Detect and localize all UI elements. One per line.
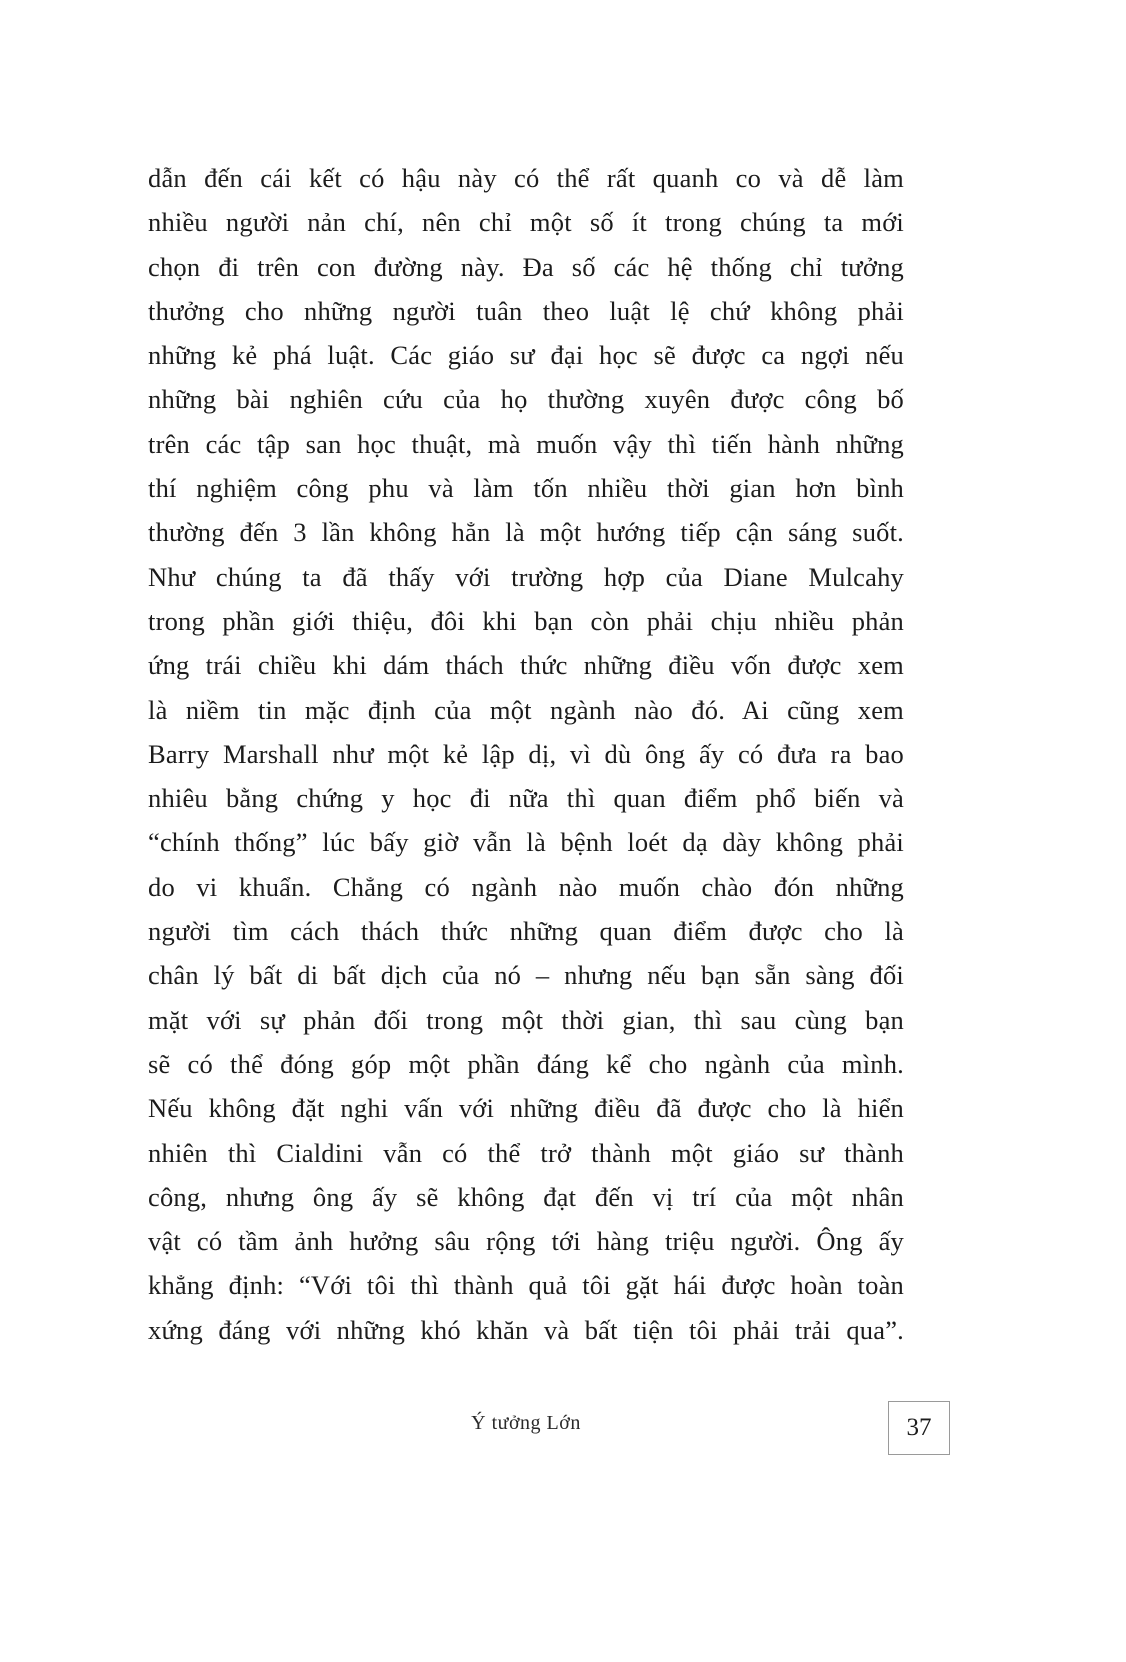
text-line: do vi khuẩn. Chẳng có ngành nào muốn chào đón những (148, 871, 904, 902)
text-line: mặt với sự phản đối trong một thời gian, thì sau cùng bạn (148, 1004, 904, 1035)
text-line: những bài nghiên cứu của họ thường xuyên được công bố (148, 384, 904, 415)
text-line: những kẻ phá luật. Các giáo sư đại học sẽ được ca ngợi nếu (148, 340, 904, 371)
page-number: 37 (906, 1414, 932, 1441)
text-line: dẫn đến cái kết có hậu này có thể rất quanh co và dễ làm (148, 163, 904, 193)
text-line: chân lý bất di bất dịch của nó – nhưng nếu bạn sẵn sàng đối (148, 960, 904, 991)
text-line: thí nghiệm công phu và làm tốn nhiều thời gian hơn bình (148, 473, 904, 504)
footer-title: Ý tưởng Lớn (471, 1412, 581, 1434)
text-line: vật có tầm ảnh hưởng sâu rộng tới hàng triệu người. Ông ấy (148, 1226, 904, 1257)
text-line: người tìm cách thách thức những quan điểm được cho là (148, 916, 904, 947)
text-line: sẽ có thể đóng góp một phần đáng kể cho ngành của mình. (148, 1048, 904, 1079)
text-line: nhiên thì Cialdini vẫn có thể trở thành một giáo sư thành (148, 1137, 904, 1168)
text-line: chọn đi trên con đường này. Đa số các hệ thống chỉ tưởng (148, 251, 904, 282)
text-line: Barry Marshall như một kẻ lập dị, vì dù ông ấy có đưa ra bao (148, 738, 904, 769)
text-line: là niềm tin mặc định của một ngành nào đó. Ai cũng xem (148, 694, 904, 725)
text-line: xứng đáng với những khó khăn và bất tiện tôi phải trải qua”. (148, 1314, 904, 1345)
text-line: khẳng định: “Với tôi thì thành quả tôi gặt hái được hoàn toàn (148, 1270, 904, 1301)
text-line: Nếu không đặt nghi vấn với những điều đã được cho là hiển (148, 1093, 904, 1124)
body-text (148, 156, 904, 1352)
text-line: trong phần giới thiệu, đôi khi bạn còn phải chịu nhiều phản (148, 605, 904, 636)
text-line: ứng trái chiều khi dám thách thức những điều vốn được xem (148, 650, 904, 681)
text-line: thưởng cho những người tuân theo luật lệ chứ không phải (148, 295, 904, 326)
text-line: “chính thống” lúc bấy giờ vẫn là bệnh loét dạ dày không phải (148, 827, 904, 858)
page-number-box (888, 1401, 950, 1455)
text-line: thường đến 3 lần không hẳn là một hướng tiếp cận sáng suốt. (148, 517, 904, 548)
text-line: nhiêu bằng chứng y học đi nữa thì quan điểm phổ biến và (148, 783, 904, 814)
text-line: Như chúng ta đã thấy với trường hợp của Diane Mulcahy (148, 561, 904, 592)
text-line: công, nhưng ông ấy sẽ không đạt đến vị trí của một nhân (148, 1181, 904, 1212)
text-line: nhiều người nản chí, nên chỉ một số ít trong chúng ta mới (148, 207, 904, 238)
text-line: trên các tập san học thuật, mà muốn vậy thì tiến hành những (148, 428, 904, 459)
footer (148, 1412, 904, 1435)
